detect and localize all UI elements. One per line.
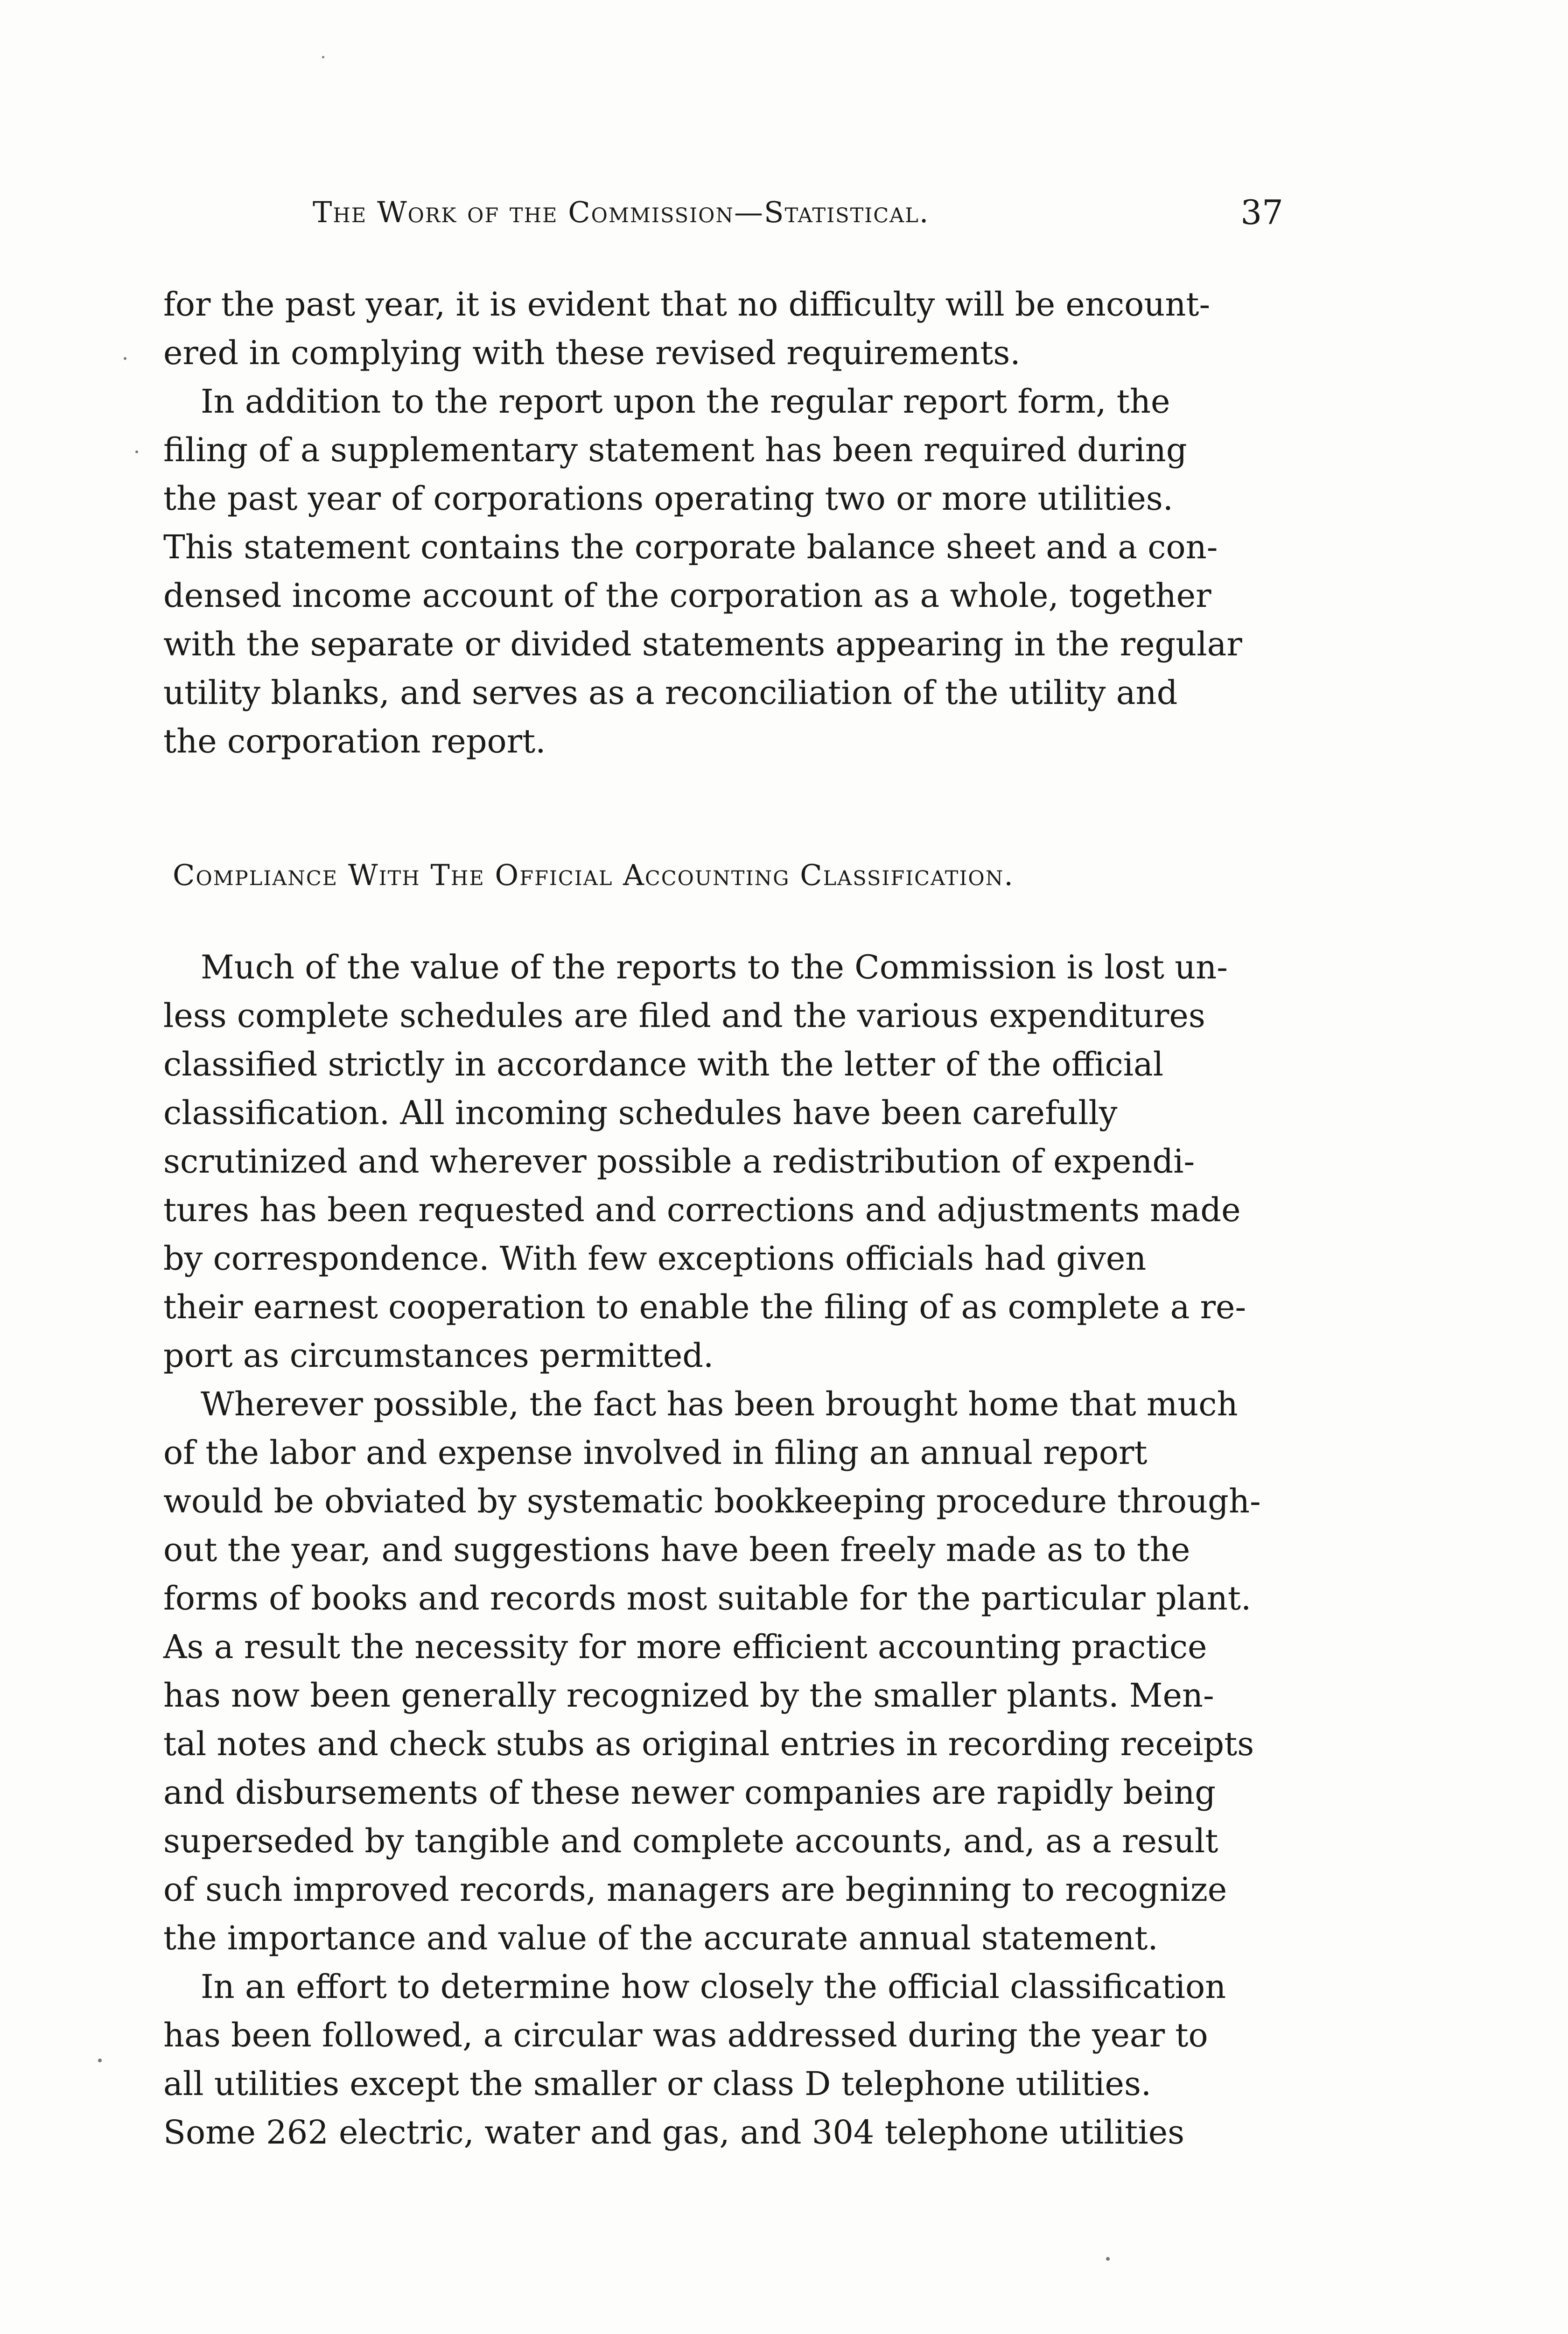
paragraph: for the past year, it is evident that no difficulty will be encount- ered in complying with these revised requirements.: [163, 285, 1211, 372]
paragraph: Wherever possible, the fact has been brought home that much of the labor and expense involved in filing an annual report would be obviated by systematic bookkeeping procedure through- out the year, and suggestions have been freely made as to the forms of books and records most suitable for the particular plant. As a result the necessity for more efficient accounting practice has now been generally recognized by the smaller plants. Men- tal notes and check stubs as original entries in recording receipts and disbursements of these newer companies are rapidly being superseded by tangible and complete accounts, and, as a result of such improved records, managers are beginning to recognize the importance and value of the accurate annual statement.: [163, 1385, 1261, 1957]
running-title: The Work of the Commission—Statistical.: [313, 195, 930, 229]
section-text-block: [163, 943, 1297, 2157]
top-text-block: [163, 280, 1297, 766]
section-heading: Compliance With The Official Accounting Classification.: [173, 858, 1015, 892]
scan-speck: [322, 56, 324, 58]
scan-speck: [98, 2059, 102, 2062]
scan-speck: [135, 450, 138, 453]
scan-speck: [1106, 2257, 1110, 2261]
paragraph: In an effort to determine how closely the official classification has been followed, a circular was addressed during the year to all utilities except the smaller or class D telephone utilities. Some 262 electric, water and gas, and 304 telephone utilities: [163, 1968, 1226, 2151]
page-number: 37: [1240, 193, 1283, 232]
paragraph: In addition to the report upon the regular report form, the filing of a supplementary statement has been required during the past year of corporations operating two or more utilities. This statement contains the corporate balance sheet and a con- densed income account of the corporation as a whole, together with the separate or divided statements appearing in the regular utility blanks, and serves as a reconciliation of the utility and the corporation report.: [163, 382, 1242, 760]
paragraph: Much of the value of the reports to the Commission is lost un- less complete schedules are filed and the various expenditures classified strictly in accordance with the letter of the official classification. All incoming schedules have been carefully scrutinized and wherever possible a redistribution of expendi- tures has been requested and corrections and adjustments made by correspondence. With few exceptions officials had given their earnest cooperation to enable the filing of as complete a re- port as circumstances permitted.: [163, 948, 1246, 1375]
running-head: [163, 187, 1283, 238]
scan-speck: [124, 357, 126, 360]
